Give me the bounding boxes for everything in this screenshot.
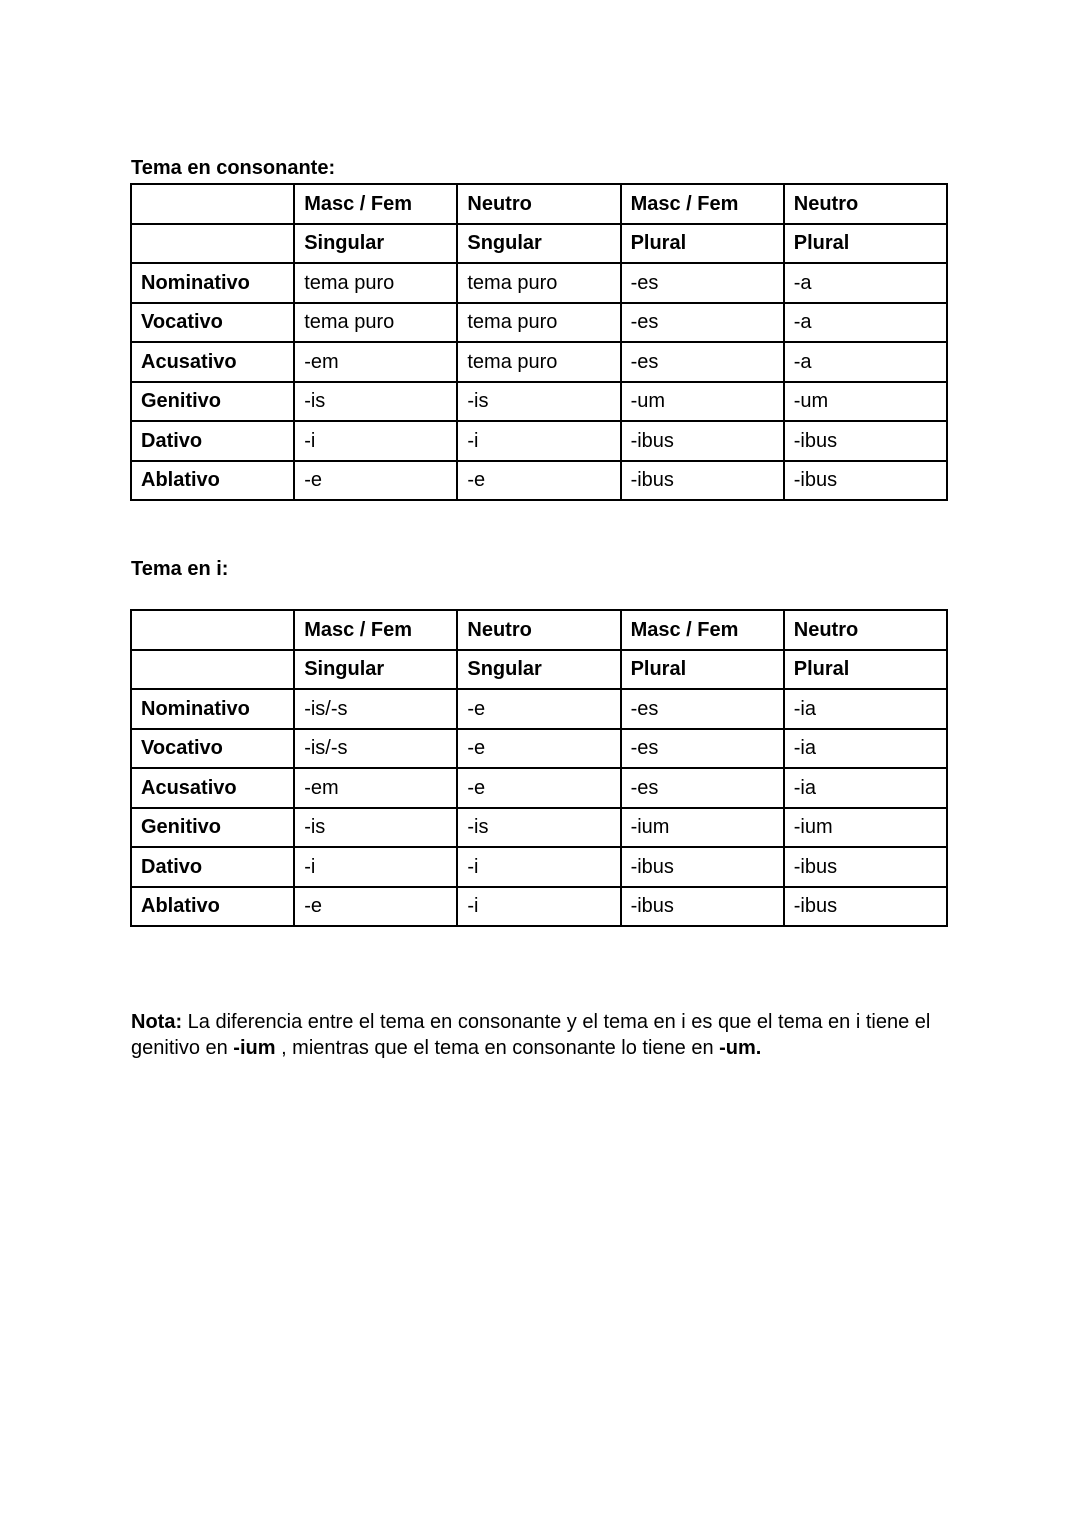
column-header: Plural xyxy=(784,650,947,690)
ending-cell: -i xyxy=(457,887,620,927)
column-header: Singular xyxy=(294,224,457,264)
ending-cell: -em xyxy=(294,342,457,382)
header-row xyxy=(131,610,947,650)
ending-cell: tema puro xyxy=(294,263,457,303)
column-header: Sngular xyxy=(457,224,620,264)
ending-cell: -e xyxy=(294,461,457,501)
ending-cell: -e xyxy=(294,887,457,927)
ending-cell: -ium xyxy=(621,808,784,848)
case-name-cell: Ablativo xyxy=(131,887,294,927)
case-name-cell: Vocativo xyxy=(131,729,294,769)
ending-cell: -e xyxy=(457,689,620,729)
ending-cell: -ibus xyxy=(784,421,947,461)
ending-cell: -ia xyxy=(784,729,947,769)
ending-cell: -es xyxy=(621,303,784,343)
ending-cell: -i xyxy=(294,421,457,461)
ending-cell: -es xyxy=(621,768,784,808)
ending-cell: -i xyxy=(294,847,457,887)
table-row xyxy=(131,303,947,343)
note-label: Nota: xyxy=(131,1011,183,1033)
ending-cell: -ium xyxy=(784,808,947,848)
ending-cell: -um xyxy=(784,382,947,422)
note-bold-um: -um. xyxy=(719,1037,762,1059)
ending-cell: -e xyxy=(457,729,620,769)
case-name-cell: Genitivo xyxy=(131,382,294,422)
column-header: Neutro xyxy=(784,610,947,650)
header-row xyxy=(131,224,947,264)
declension-table-consonant xyxy=(130,183,948,501)
column-header: Plural xyxy=(621,650,784,690)
column-header: Neutro xyxy=(457,184,620,224)
case-name-cell: Ablativo xyxy=(131,461,294,501)
case-name-cell: Vocativo xyxy=(131,303,294,343)
corner-cell xyxy=(131,184,294,224)
ending-cell: -es xyxy=(621,689,784,729)
ending-cell: -em xyxy=(294,768,457,808)
ending-cell: -is xyxy=(294,382,457,422)
case-name-cell: Nominativo xyxy=(131,689,294,729)
ending-cell: -ibus xyxy=(784,887,947,927)
ending-cell: tema puro xyxy=(457,263,620,303)
note-paragraph xyxy=(131,1009,961,1061)
column-header: Singular xyxy=(294,650,457,690)
column-header: Sngular xyxy=(457,650,620,690)
ending-cell: -e xyxy=(457,461,620,501)
table-row xyxy=(131,342,947,382)
column-header: Masc / Fem xyxy=(294,184,457,224)
note-text-1: La diferencia entre el tema en consonante y el tema en i es que el tema en i tiene el genitivo en xyxy=(131,1011,931,1059)
case-name-cell: Dativo xyxy=(131,421,294,461)
ending-cell: -ibus xyxy=(621,847,784,887)
ending-cell: -a xyxy=(784,342,947,382)
table-row xyxy=(131,847,947,887)
table-row xyxy=(131,689,947,729)
table-row xyxy=(131,768,947,808)
ending-cell: -ibus xyxy=(621,887,784,927)
header-row xyxy=(131,650,947,690)
corner-cell xyxy=(131,610,294,650)
case-name-cell: Dativo xyxy=(131,847,294,887)
ending-cell: -es xyxy=(621,342,784,382)
declension-table-i-stem xyxy=(130,609,948,927)
ending-cell: -i xyxy=(457,421,620,461)
ending-cell: -ibus xyxy=(784,461,947,501)
column-header: Neutro xyxy=(784,184,947,224)
column-header: Plural xyxy=(784,224,947,264)
section-heading-i-stem: Tema en i: xyxy=(131,558,229,580)
ending-cell: -ia xyxy=(784,689,947,729)
ending-cell: -is xyxy=(457,382,620,422)
note-bold-ium: -ium xyxy=(233,1037,276,1059)
ending-cell: -ibus xyxy=(621,461,784,501)
ending-cell: -es xyxy=(621,263,784,303)
table-row xyxy=(131,808,947,848)
table-row xyxy=(131,461,947,501)
ending-cell: -e xyxy=(457,768,620,808)
table-row xyxy=(131,263,947,303)
ending-cell: -ibus xyxy=(784,847,947,887)
ending-cell: -um xyxy=(621,382,784,422)
ending-cell: -is xyxy=(457,808,620,848)
corner-cell xyxy=(131,650,294,690)
table-row xyxy=(131,729,947,769)
column-header: Plural xyxy=(621,224,784,264)
ending-cell: -is xyxy=(294,808,457,848)
corner-cell xyxy=(131,224,294,264)
ending-cell: -ibus xyxy=(621,421,784,461)
ending-cell: tema puro xyxy=(457,303,620,343)
ending-cell: -is/-s xyxy=(294,689,457,729)
section-heading-consonant: Tema en consonante: xyxy=(131,157,336,179)
ending-cell: -es xyxy=(621,729,784,769)
ending-cell: -is/-s xyxy=(294,729,457,769)
ending-cell: -a xyxy=(784,263,947,303)
case-name-cell: Acusativo xyxy=(131,342,294,382)
table-row xyxy=(131,421,947,461)
table-row xyxy=(131,382,947,422)
case-name-cell: Acusativo xyxy=(131,768,294,808)
column-header: Masc / Fem xyxy=(621,610,784,650)
column-header: Masc / Fem xyxy=(294,610,457,650)
ending-cell: -ia xyxy=(784,768,947,808)
ending-cell: -a xyxy=(784,303,947,343)
case-name-cell: Nominativo xyxy=(131,263,294,303)
ending-cell: tema puro xyxy=(457,342,620,382)
note-text-2: , mientras que el tema en consonante lo tiene en xyxy=(275,1037,720,1059)
table-row xyxy=(131,887,947,927)
header-row xyxy=(131,184,947,224)
column-header: Neutro xyxy=(457,610,620,650)
case-name-cell: Genitivo xyxy=(131,808,294,848)
ending-cell: -i xyxy=(457,847,620,887)
column-header: Masc / Fem xyxy=(621,184,784,224)
ending-cell: tema puro xyxy=(294,303,457,343)
